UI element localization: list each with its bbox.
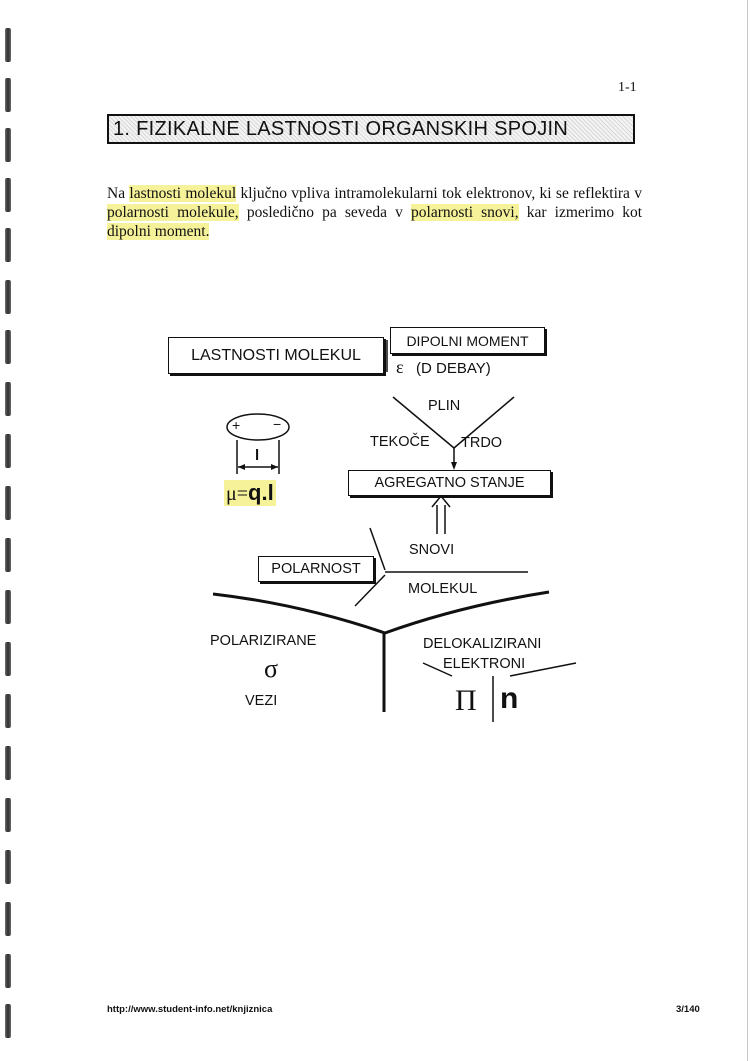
elektroni-label: ELEKTRONI <box>443 656 526 672</box>
length-label: l <box>255 447 260 464</box>
dipolni-moment-box: DIPOLNI MOMENT <box>390 327 545 354</box>
formula-text: q.l <box>248 480 274 505</box>
highlight-dipolni-moment: dipolni moment. <box>107 223 210 240</box>
snovi-label: SNOVI <box>409 542 455 558</box>
page-title: 1. FIZIKALNE LASTNOSTI ORGANSKIH SPOJIN <box>107 114 635 144</box>
double-arrow-head <box>432 496 450 507</box>
agregatno-stanje-box: AGREGATNO STANJE <box>348 470 551 496</box>
arrow-head-right <box>271 464 278 470</box>
highlight-polarnosti-molekule: polarnosti molekule, <box>107 204 239 221</box>
polarizirane-label: POLARIZIRANE <box>210 633 317 649</box>
n-symbol: n <box>500 682 519 715</box>
text-run: posledično pa seveda v <box>238 204 412 221</box>
polarnost-box: POLARNOST <box>258 556 374 582</box>
debay-label: (D DEBAY) <box>416 360 491 377</box>
plus-sign: + <box>232 417 241 433</box>
mu-symbol: μ= <box>226 483 249 505</box>
minus-sign: − <box>273 416 282 432</box>
text-run: Na <box>107 185 130 202</box>
text-run: ključno vpliva intramolekularni tok elektronov, ki se reflektira v <box>236 185 642 202</box>
page-number: 1-1 <box>618 80 637 95</box>
text-run: kar izmerimo kot <box>518 204 642 221</box>
y-stem-arrow <box>451 462 457 470</box>
delokalizirani-label: DELOKALIZIRANI <box>423 636 542 652</box>
tekoce-label: TEKOČE <box>370 434 430 450</box>
epsilon-symbol: ε <box>396 357 404 377</box>
footer-url: http://www.student-info.net/knjiznica <box>107 1004 273 1015</box>
pi-symbol: Π <box>455 684 477 717</box>
plin-label: PLIN <box>428 398 461 414</box>
footer-page-count: 3/140 <box>676 1004 700 1015</box>
split-left <box>213 594 385 633</box>
sigma-symbol: σ <box>264 654 279 683</box>
lastnosti-molekul-box: LASTNOSTI MOLEKUL <box>168 337 384 374</box>
highlight-lastnosti-molekul: lastnosti molekul <box>129 185 237 202</box>
highlight-polarnosti-snovi: polarnosti snovi, <box>411 204 519 221</box>
trdo-label: TRDO <box>461 435 503 451</box>
dipole-formula <box>224 480 276 506</box>
vezi-label: VEZI <box>245 693 278 709</box>
arrow-head-left <box>238 464 245 470</box>
split-right <box>385 592 549 633</box>
molekul-label: MOLEKUL <box>408 581 478 597</box>
